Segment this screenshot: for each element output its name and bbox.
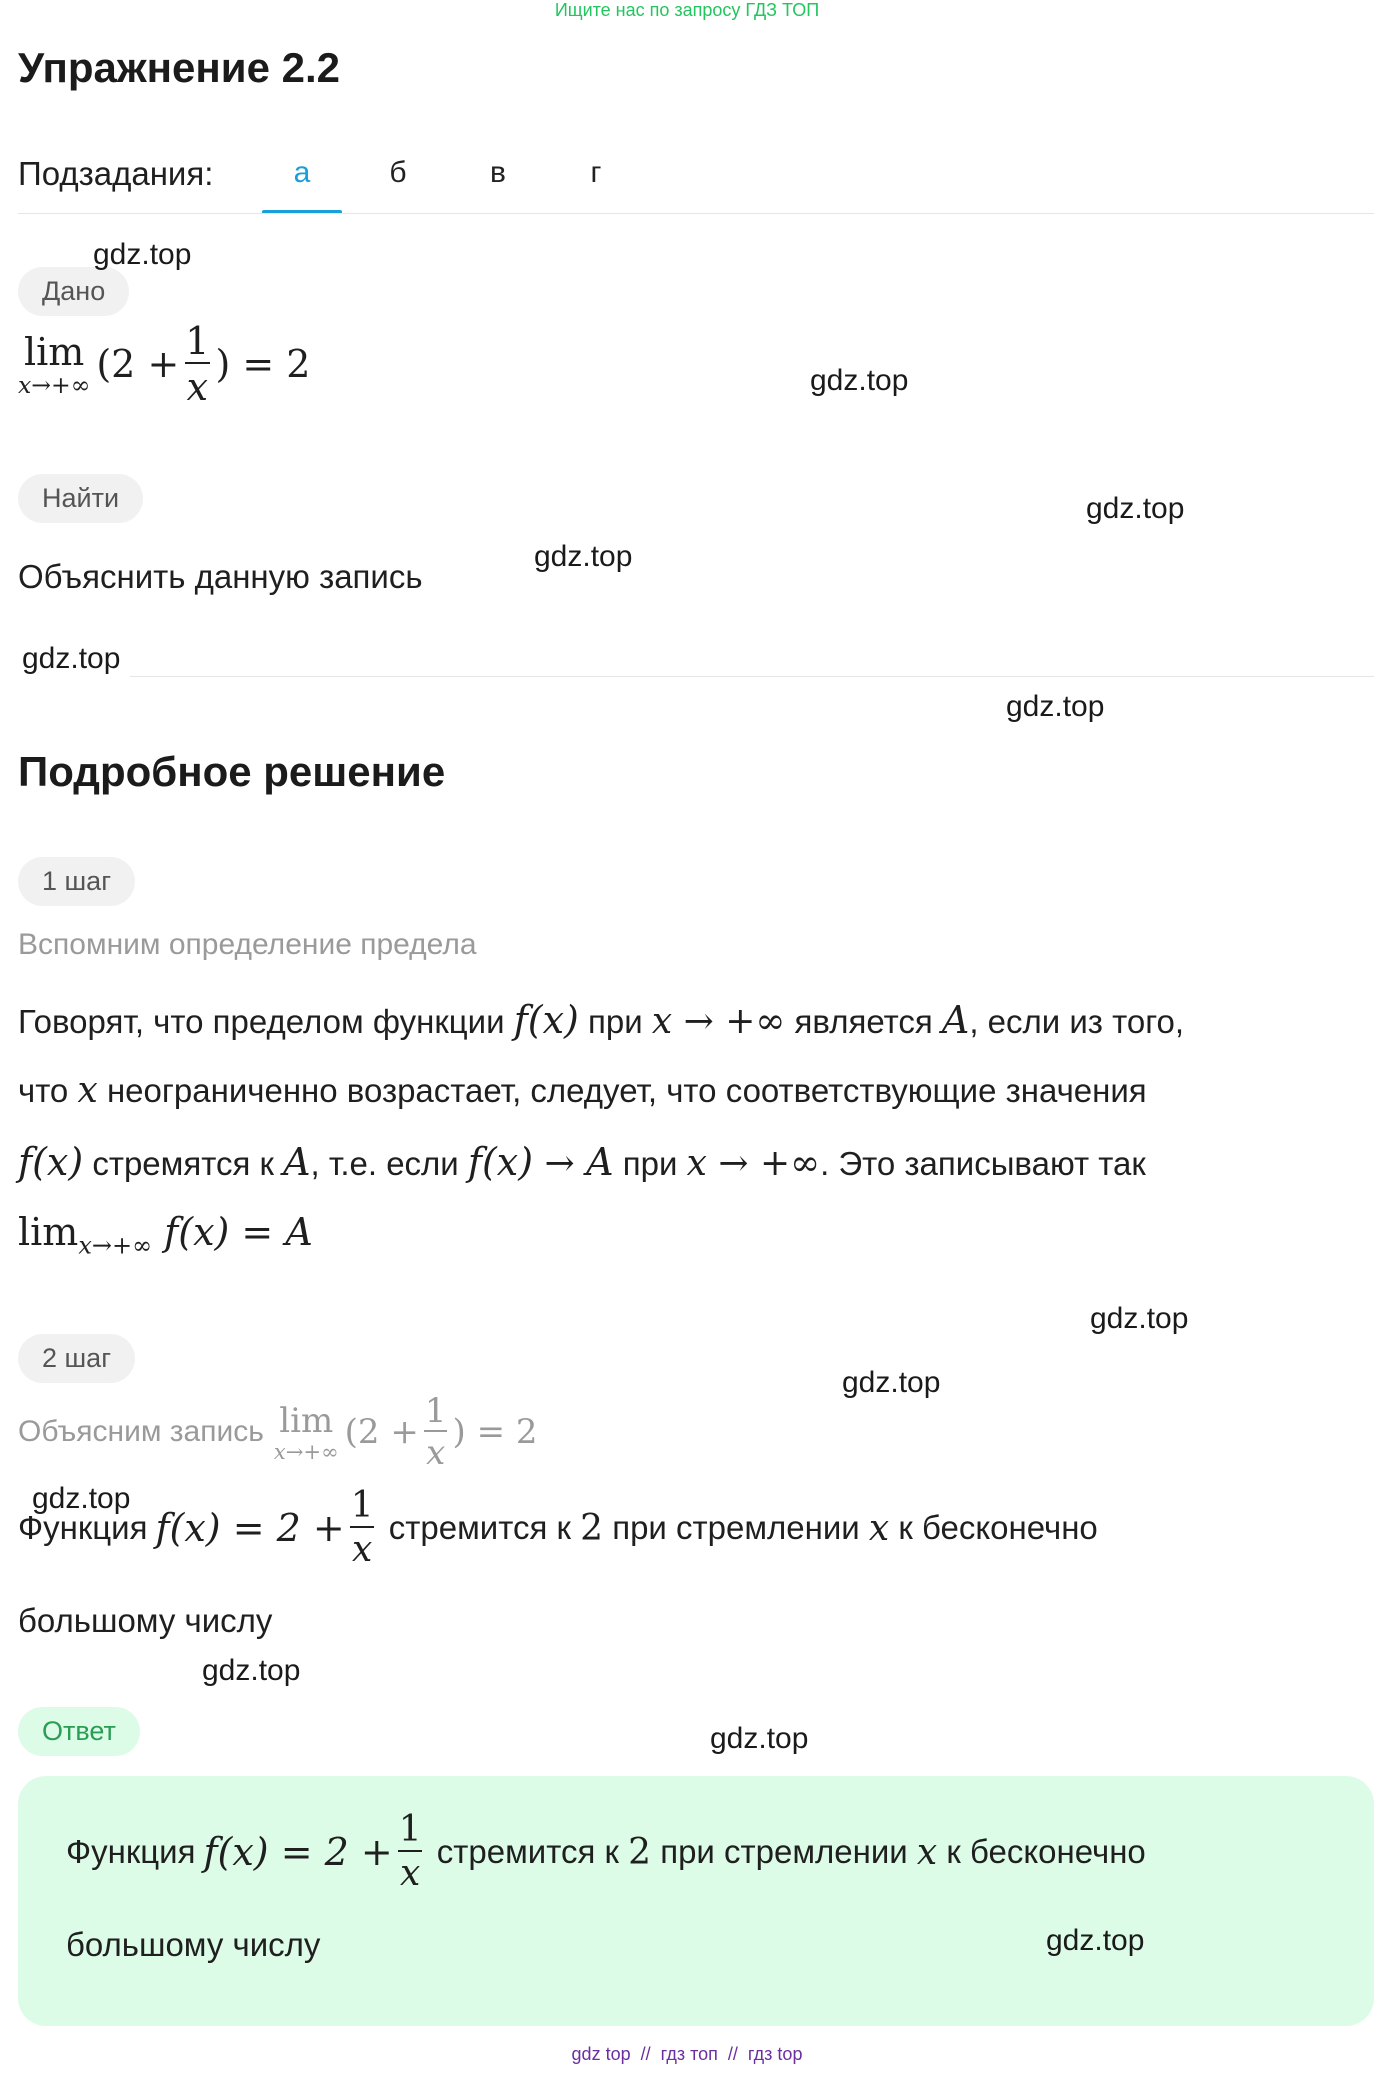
al1-m7: x [916,1831,938,1873]
answer-line2: большому числу [66,1926,321,1963]
s1l1-m3: x → +∞ [651,1001,786,1042]
s2l1-t6: при стремлении [603,1509,869,1546]
watermark: gdz.top [534,540,633,573]
s2l1-t8: к бесконечно [889,1509,1098,1546]
tabs-divider [18,213,1374,214]
watermark: gdz.top [842,1366,941,1399]
s2l1-t4: стремится к [379,1509,581,1546]
watermark: gdz.top [93,238,192,271]
find-pill: Найти [18,474,143,523]
step1-line1 [18,998,1184,1042]
step1-line2 [18,1070,1147,1111]
step2-num: 1 [424,1391,447,1431]
tab-g[interactable]: г [590,156,602,189]
s1l3-t1: стремятся к [83,1145,284,1182]
s1l3-t3: , т.е. если [310,1145,468,1182]
footer-links[interactable]: gdz top // гдз топ // гдз top [571,2044,803,2064]
al1-t0: Функция [66,1833,196,1870]
given-formula [18,319,311,409]
given-lim [18,330,90,398]
al1-t6: при стремлении [651,1833,917,1870]
step2-lim-sub: x→+∞ [273,1439,339,1465]
s1l4-lim: lim [18,1210,79,1254]
al1-t4: стремится к [427,1833,629,1870]
s1l4-sub: x→+∞ [78,1231,153,1260]
s2l1-m5: 2 [580,1507,604,1549]
s1l1-t6: , если из того, [969,1003,1185,1040]
solution-title: Подробное решение [18,748,446,795]
step2-subtitle-formula [273,1391,538,1473]
step2-den: x [424,1430,447,1470]
s1l3-m6: A [586,1140,614,1184]
s1l1-t2: при [578,1003,652,1040]
s1l1-m5: A [941,998,970,1042]
step1-pill: 1 шаг [18,857,135,906]
step2-lim-word: lim [279,1401,334,1442]
step2-fraction [423,1391,449,1473]
tab-b[interactable]: б [389,156,407,189]
given-fraction [183,319,211,409]
s1l3-m4: f(x) [467,1140,534,1184]
s1l4-expr: f(x) = A [152,1210,313,1254]
watermark: gdz.top [22,642,121,675]
s2l1-m7: x [868,1507,890,1549]
watermark: gdz.top [202,1654,301,1687]
answer-pill: Ответ [18,1707,140,1756]
find-text: Объяснить данную запись [18,558,423,595]
s1l2-m1: x [77,1070,98,1111]
al1-m5: 2 [628,1831,652,1873]
s2l1-frac [349,1485,376,1570]
given-num: 1 [185,319,210,363]
given-pill: Дано [18,267,129,316]
s1l3-m0: f(x) [18,1140,84,1184]
step1-subtitle: Вспомним определение предела [18,928,477,961]
step2-subtitle-text: Объясним запись [18,1415,264,1448]
step2-line2: большому числу [18,1602,273,1639]
given-close: ) = 2 [215,342,311,386]
s2l1-den: x [350,1526,374,1568]
s1l3-m5: → [533,1143,587,1184]
s1l3-t9: . Это записывают так [820,1145,1146,1182]
watermark: gdz.top [1086,492,1185,525]
s2l1-t0: Функция [18,1509,148,1546]
s1l1-t0: Говорят, что пределом функции [18,1003,514,1040]
s2l1-m1: f(x) = 2 + [155,1506,345,1550]
s1l2-t2: неограниченно возрастает, следует, что соответствующие значения [97,1072,1147,1109]
top-banner[interactable]: Ищите нас по запросу ГДЗ ТОП [554,0,820,20]
s1l3-m8: x → +∞ [686,1143,821,1184]
subtasks-label: Подзадания: [18,155,214,192]
watermark: gdz.top [1090,1302,1189,1335]
given-open: (2 + [96,342,180,386]
tab-v[interactable]: в [490,156,506,189]
given-lim-sub: x→+∞ [18,371,91,400]
s1l1-t4: является [785,1003,942,1040]
given-den: x [185,362,210,406]
al1-den: x [398,1850,422,1892]
s1l3-m2: A [283,1140,311,1184]
step1-line4 [18,1210,313,1260]
watermark: gdz.top [1046,1924,1145,1957]
watermark: gdz.top [1006,690,1105,723]
step2-pill: 2 шаг [18,1334,135,1383]
watermark: gdz.top [32,1482,131,1515]
step2-open: (2 + [344,1412,419,1452]
s1l1-m1: f(x) [513,998,579,1042]
step2-line1 [18,1485,1098,1570]
section-divider [130,676,1374,677]
step2-lim [273,1401,339,1465]
answer-line1 [66,1809,1146,1894]
step1-line3 [18,1140,1146,1184]
given-lim-word: lim [24,330,85,375]
watermark: gdz.top [810,364,909,397]
al1-t8: к бесконечно [937,1833,1146,1870]
al1-frac [397,1809,424,1894]
step2-subtitle [18,1391,538,1473]
step2-close: ) = 2 [452,1412,538,1452]
watermark: gdz.top [710,1722,809,1755]
page-title: Упражнение 2.2 [18,44,341,91]
al1-num: 1 [398,1809,422,1850]
al1-m1: f(x) = 2 + [203,1830,393,1874]
s1l2-t0: что [18,1072,78,1109]
s1l3-t7: при [613,1145,687,1182]
s2l1-num: 1 [350,1485,374,1526]
tab-a[interactable]: а [293,156,311,189]
